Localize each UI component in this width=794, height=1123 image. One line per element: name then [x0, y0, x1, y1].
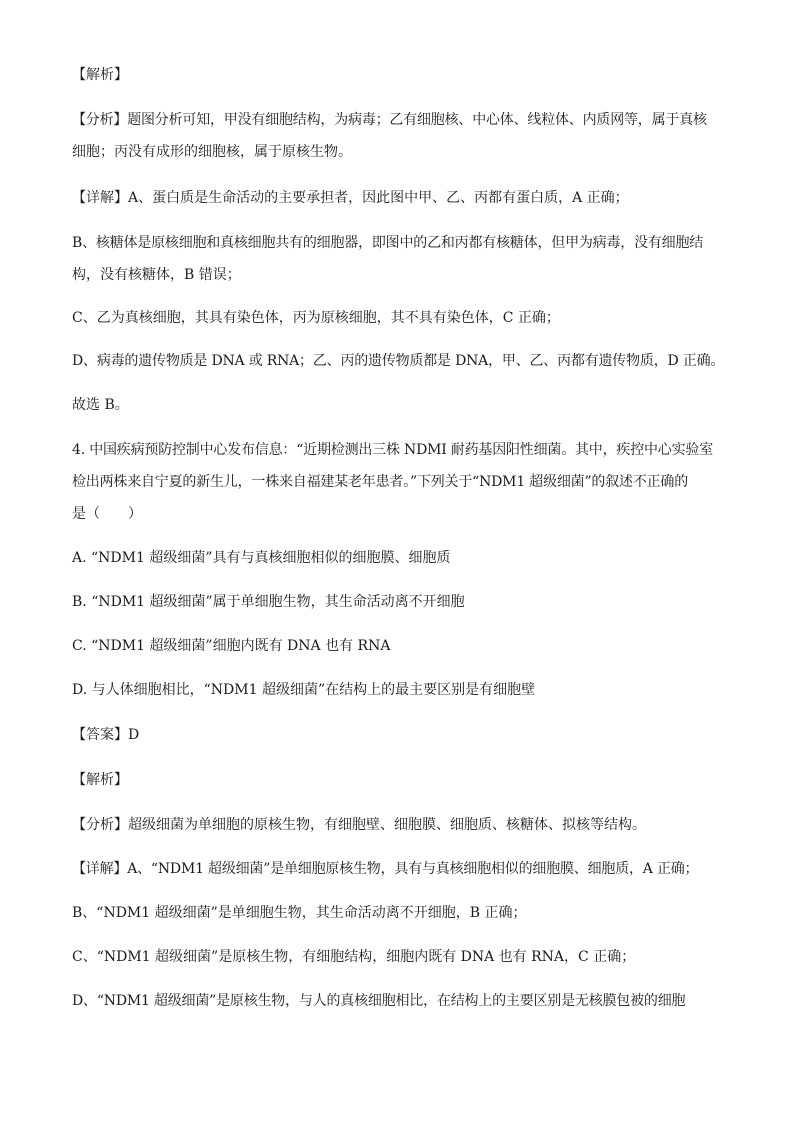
question-4-stem-line-1: 4. 中国疾病预防控制中心发布信息：“近期检测出三株 NDMI 耐药基因阳性细菌。其中，疾控中心实验室 [72, 442, 714, 458]
choice-c: C. “NDM1 超级细菌”细胞内既有 DNA 也有 RNA [72, 638, 391, 654]
analysis-paragraph-2: 【分析】超级细菌为单细胞的原核生物，有细胞壁、细胞膜、细胞质、核糖体、拟核等结构。 [72, 817, 646, 833]
detail-2-option-d: D、“NDM1 超级细菌”是原核生物，与人的真核细胞相比，在结构上的主要区别是无核膜包被的细胞 [72, 993, 686, 1009]
choice-a: A. “NDM1 超级细菌”具有与真核细胞相似的细胞膜、细胞质 [72, 550, 451, 566]
question-4-stem-line-2: 检出两株来自宁夏的新生儿，一株来自福建某老年患者。”下列关于“NDM1 超级细菌”的叙述不正确的 [72, 474, 689, 490]
detail-option-a: 【详解】A、蛋白质是生命活动的主要承担者，因此图中甲、乙、丙都有蛋白质，A 正确； [72, 190, 629, 206]
detail-2-option-a: 【详解】A、“NDM1 超级细菌”是单细胞原核生物，具有与真核细胞相似的细胞膜、细胞质，A 正确； [72, 861, 699, 877]
question-4-stem-line-3: 是（ ） [72, 506, 142, 522]
analysis-heading-2: 【解析】 [72, 772, 128, 788]
detail-option-d: D、病毒的遗传物质是 DNA 或 RNA；乙、丙的遗传物质都是 DNA，甲、乙、丙都有遗传物质，D 正确。 [72, 353, 725, 369]
choice-b: B. “NDM1 超级细菌”属于单细胞生物，其生命活动离不开细胞 [72, 594, 465, 610]
analysis-paragraph-line-2: 细胞；丙没有成形的细胞核，属于原核生物。 [72, 144, 352, 160]
detail-2-option-c: C、“NDM1 超级细菌”是原核生物，有细胞结构，细胞内既有 DNA 也有 RNA，C 正确； [72, 949, 636, 965]
analysis-heading: 【解析】 [72, 67, 128, 83]
choice-d: D. 与人体细胞相比，“NDM1 超级细菌”在结构上的最主要区别是有细胞壁 [72, 682, 536, 698]
answer-line: 【答案】D [72, 727, 140, 743]
analysis-paragraph-line-1: 【分析】题图分析可知，甲没有细胞结构，为病毒；乙有细胞核、中心体、线粒体、内质网等，属于真核 [72, 112, 707, 128]
detail-option-b-line-1: B、核糖体是原核细胞和真核细胞共有的细胞器，即图中的乙和丙都有核糖体，但甲为病毒，没有细胞结 [72, 235, 704, 251]
detail-option-c: C、乙为真核细胞，其具有染色体，丙为原核细胞，其不具有染色体，C 正确； [72, 310, 560, 326]
detail-option-b-line-2: 构，没有核糖体，B 错误； [72, 267, 241, 283]
answer-conclusion: 故选 B。 [72, 397, 129, 413]
detail-2-option-b: B、“NDM1 超级细菌”是单细胞生物，其生命活动离不开细胞，B 正确； [72, 905, 527, 921]
